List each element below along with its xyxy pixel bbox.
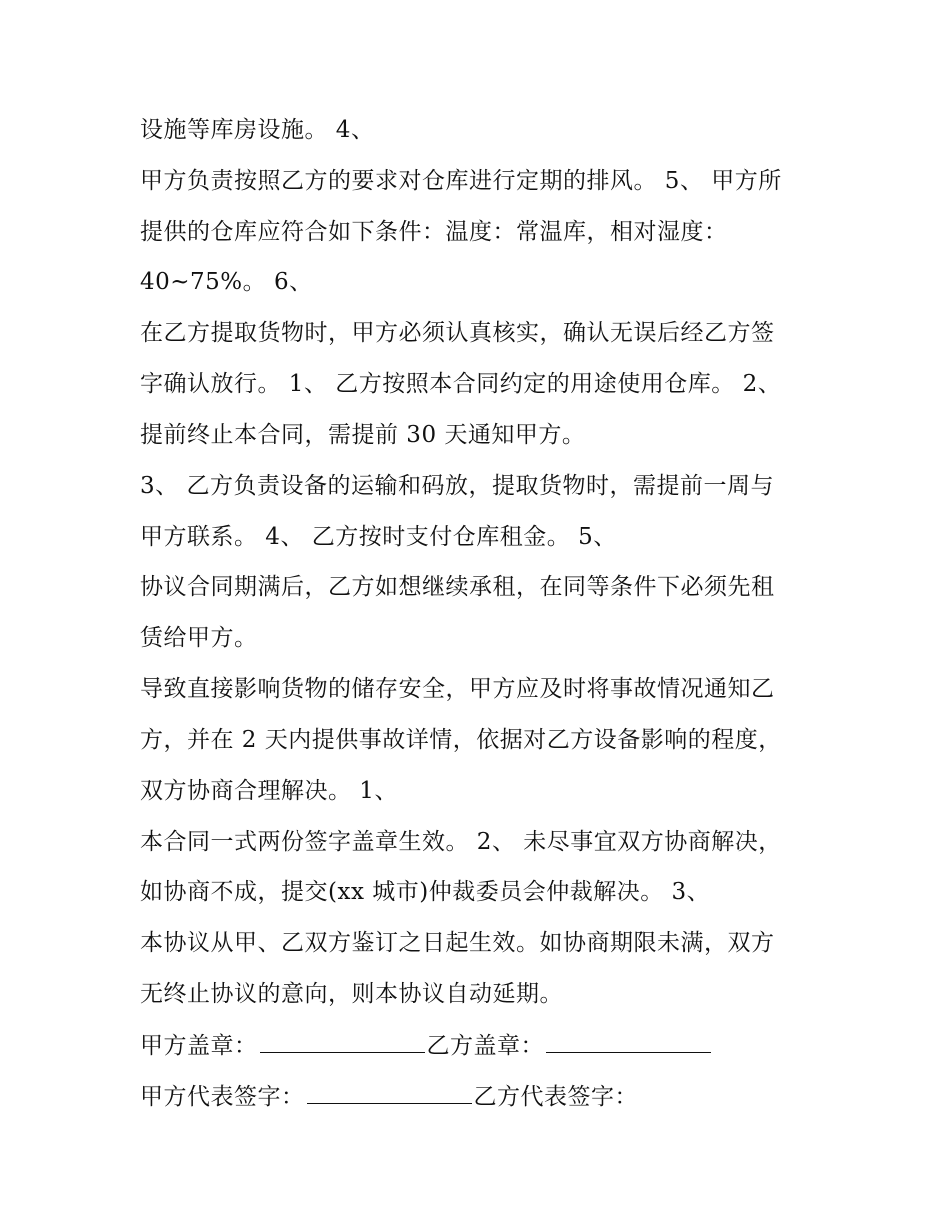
party-b-representative-label: 乙方代表签字： [473, 1084, 638, 1110]
body-line: 导致直接影响货物的储存安全，甲方应及时将事故情况通知乙 [140, 676, 775, 702]
body-line: 甲方负责按照乙方的要求对仓库进行定期的排风。 5、 甲方所 [140, 168, 782, 194]
body-line: 无终止协议的意向，则本协议自动延期。 [140, 981, 563, 1007]
body-line: 字确认放行。 1、 乙方按照本合同约定的用途使用仓库。 2、 [140, 371, 782, 397]
party-a-representative-label: 甲方代表签字： [140, 1084, 305, 1110]
body-line: 3、 乙方负责设备的运输和码放，提取货物时，需提前一周与 [140, 473, 774, 499]
body-line: 在乙方提取货物时，甲方必须认真核实，确认无误后经乙方签 [140, 320, 775, 346]
body-line: 甲方联系。 4、 乙方按时支付仓库租金。 5、 [140, 524, 617, 550]
seal-signature-row [140, 1030, 840, 1061]
party-a-seal-blank[interactable] [260, 1030, 425, 1053]
party-a-seal-label: 甲方盖章： [140, 1033, 258, 1059]
body-line: 赁给甲方。 [140, 625, 258, 651]
party-b-seal-blank[interactable] [546, 1030, 711, 1053]
party-b-seal-label: 乙方盖章： [426, 1033, 544, 1059]
representative-signature-row [140, 1081, 840, 1112]
body-line: 协议合同期满后，乙方如想继续承租，在同等条件下必须先租 [140, 574, 775, 600]
body-line: 提前终止本合同，需提前 30 天通知甲方。 [140, 422, 586, 448]
body-line: 本协议从甲、乙双方鉴订之日起生效。如协商期限未满，双方 [140, 930, 775, 956]
body-line: 方，并在 2 天内提供事故详情，依据对乙方设备影响的程度， [140, 727, 782, 753]
party-a-representative-blank[interactable] [307, 1081, 472, 1104]
body-line: 设施等库房设施。 4、 [140, 117, 375, 143]
body-line: 本合同一式两份签字盖章生效。 2、 未尽事宜双方协商解决， [140, 829, 782, 855]
body-line: 提供的仓库应符合如下条件：温度：常温库，相对湿度： [140, 219, 728, 245]
body-line: 40~75%。 6、 [140, 269, 313, 295]
body-line: 如协商不成，提交(xx 城市)仲裁委员会仲裁解决。 3、 [140, 879, 711, 905]
body-line: 双方协商合理解决。 1、 [140, 778, 398, 804]
